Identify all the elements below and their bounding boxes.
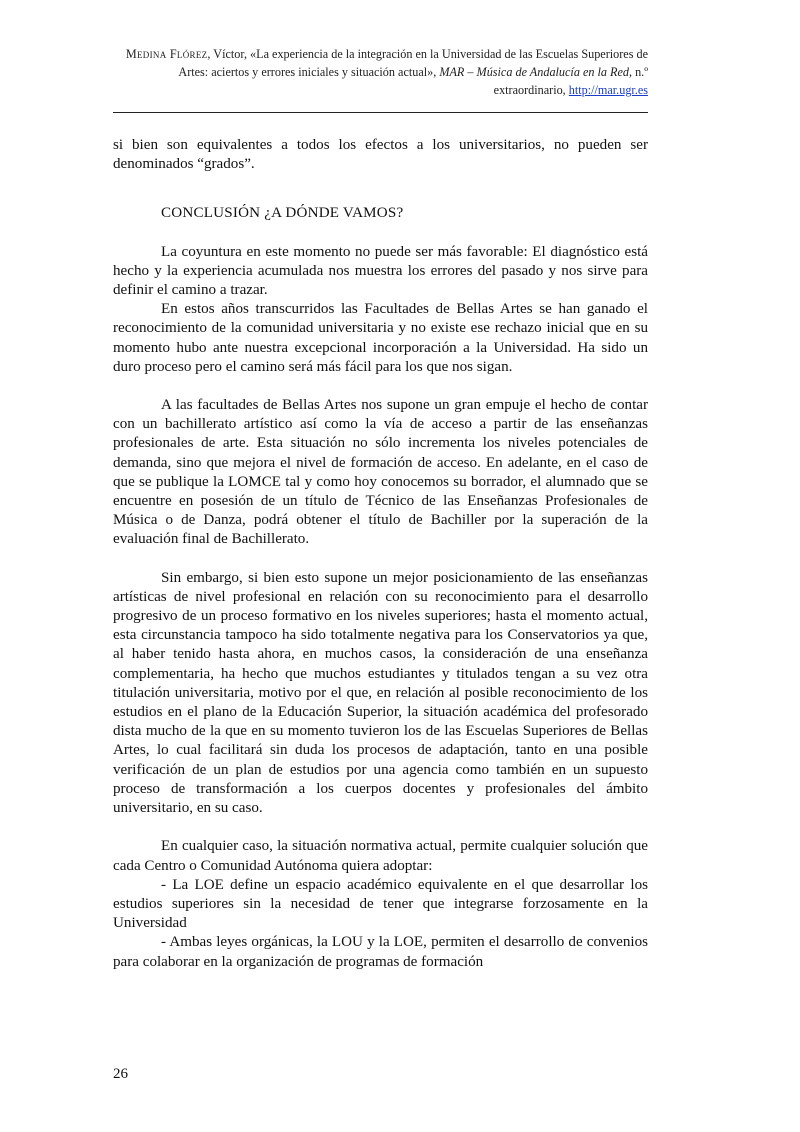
list-item: - Ambas leyes orgánicas, la LOU y la LOE, permiten el desarrollo de convenios para colaborar en la organización de programas de formación	[113, 934, 648, 970]
header-author-surname: Medina Flórez	[125, 47, 208, 61]
header-issue: n.º extraordinario,	[493, 65, 648, 97]
header-url-link[interactable]: http://mar.ugr.es	[568, 83, 648, 97]
paragraph: En estos años transcurridos las Facultades de Bellas Artes se han ganado el reconocimiento de la comunidad universitaria y no existe ese rechazo inicial que en su momento hubo ante nuestra excepcional incorporación a la Universidad. Ha sido un duro proceso pero el camino será más fácil para los que nos sigan.	[113, 301, 648, 375]
page-body	[113, 136, 648, 972]
paragraph: Sin embargo, si bien esto supone un mejor posicionamiento de las enseñanzas artísticas de nivel profesional en relación con su reconocimiento para el desarrollo progresivo de un proceso formativo en los niveles superiores; hasta el momento actual, esta circunstancia tampoco ha sido totalmente negativa para los Conservatorios ya que, al haber tenido hasta ahora, en muchos casos, la consideración de una enseñanza complementaria, ha hecho que muchos estudiantes y titulados tengan a su vez otra titulación universitaria, motivo por el que, en relación al posible reconocimiento de los estudios en el plano de la Educación Superior, la situación académica del profesorado dista mucho de la que en su momento tuvieron los de las Escuelas Superiores de Bellas Artes, lo cual facilitará sin duda los procesos de adaptación, tanto en una posible verificación de un plan de estudios por una agencia como también en un supuesto proceso de transformación a los cuerpos docentes y profesionales del ámbito universitario, en su caso.	[113, 569, 648, 817]
paragraph: En cualquier caso, la situación normativa actual, permite cualquier solución que cada Centro o Comunidad Autónoma quiera adoptar:	[113, 838, 648, 874]
paragraph-continuation: si bien son equivalentes a todos los efectos a los universitarios, no pueden ser denominados “grados”.	[113, 137, 648, 173]
header-journal-title: MAR – Música de Andalucía en la Red,	[439, 65, 633, 79]
list-item: - La LOE define un espacio académico equivalente en el que desarrollar los estudios superiores sin la necesidad de tener que integrarse forzosamente en la Universidad	[113, 876, 648, 932]
running-header	[108, 45, 648, 99]
header-citation-text: , Víctor, «La experiencia de la integración en la Universidad de las Escuelas Superiores de Artes: aciertos y errores iniciales y situación actual»,	[178, 47, 648, 79]
paragraph: A las facultades de Bellas Artes nos supone un gran empuje el hecho de contar con un bachillerato artístico así como la vía de acceso a partir de las enseñanzas profesionales de arte. Esta situación no sólo incrementa los niveles potenciales de demanda, sino que mejora el nivel de formación de acceso. En adelante, en el caso de que se publique la LOMCE tal y como hoy conocemos su borrador, el alumnado que se encuentre en posesión de un título de Técnico de las Enseñanzas Profesionales de Música o de Danza, podrá obtener el título de Bachiller por la superación de la evaluación final de Bachillerato.	[113, 397, 648, 548]
header-divider	[113, 112, 648, 113]
paragraph: La coyuntura en este momento no puede ser más favorable: El diagnóstico está hecho y la experiencia acumulada nos muestra los errores del pasado y nos sirve para definir el camino a trazar.	[113, 243, 648, 299]
section-heading: CONCLUSIÓN ¿A DÓNDE VAMOS?	[161, 205, 404, 222]
page-number: 26	[113, 1066, 128, 1082]
